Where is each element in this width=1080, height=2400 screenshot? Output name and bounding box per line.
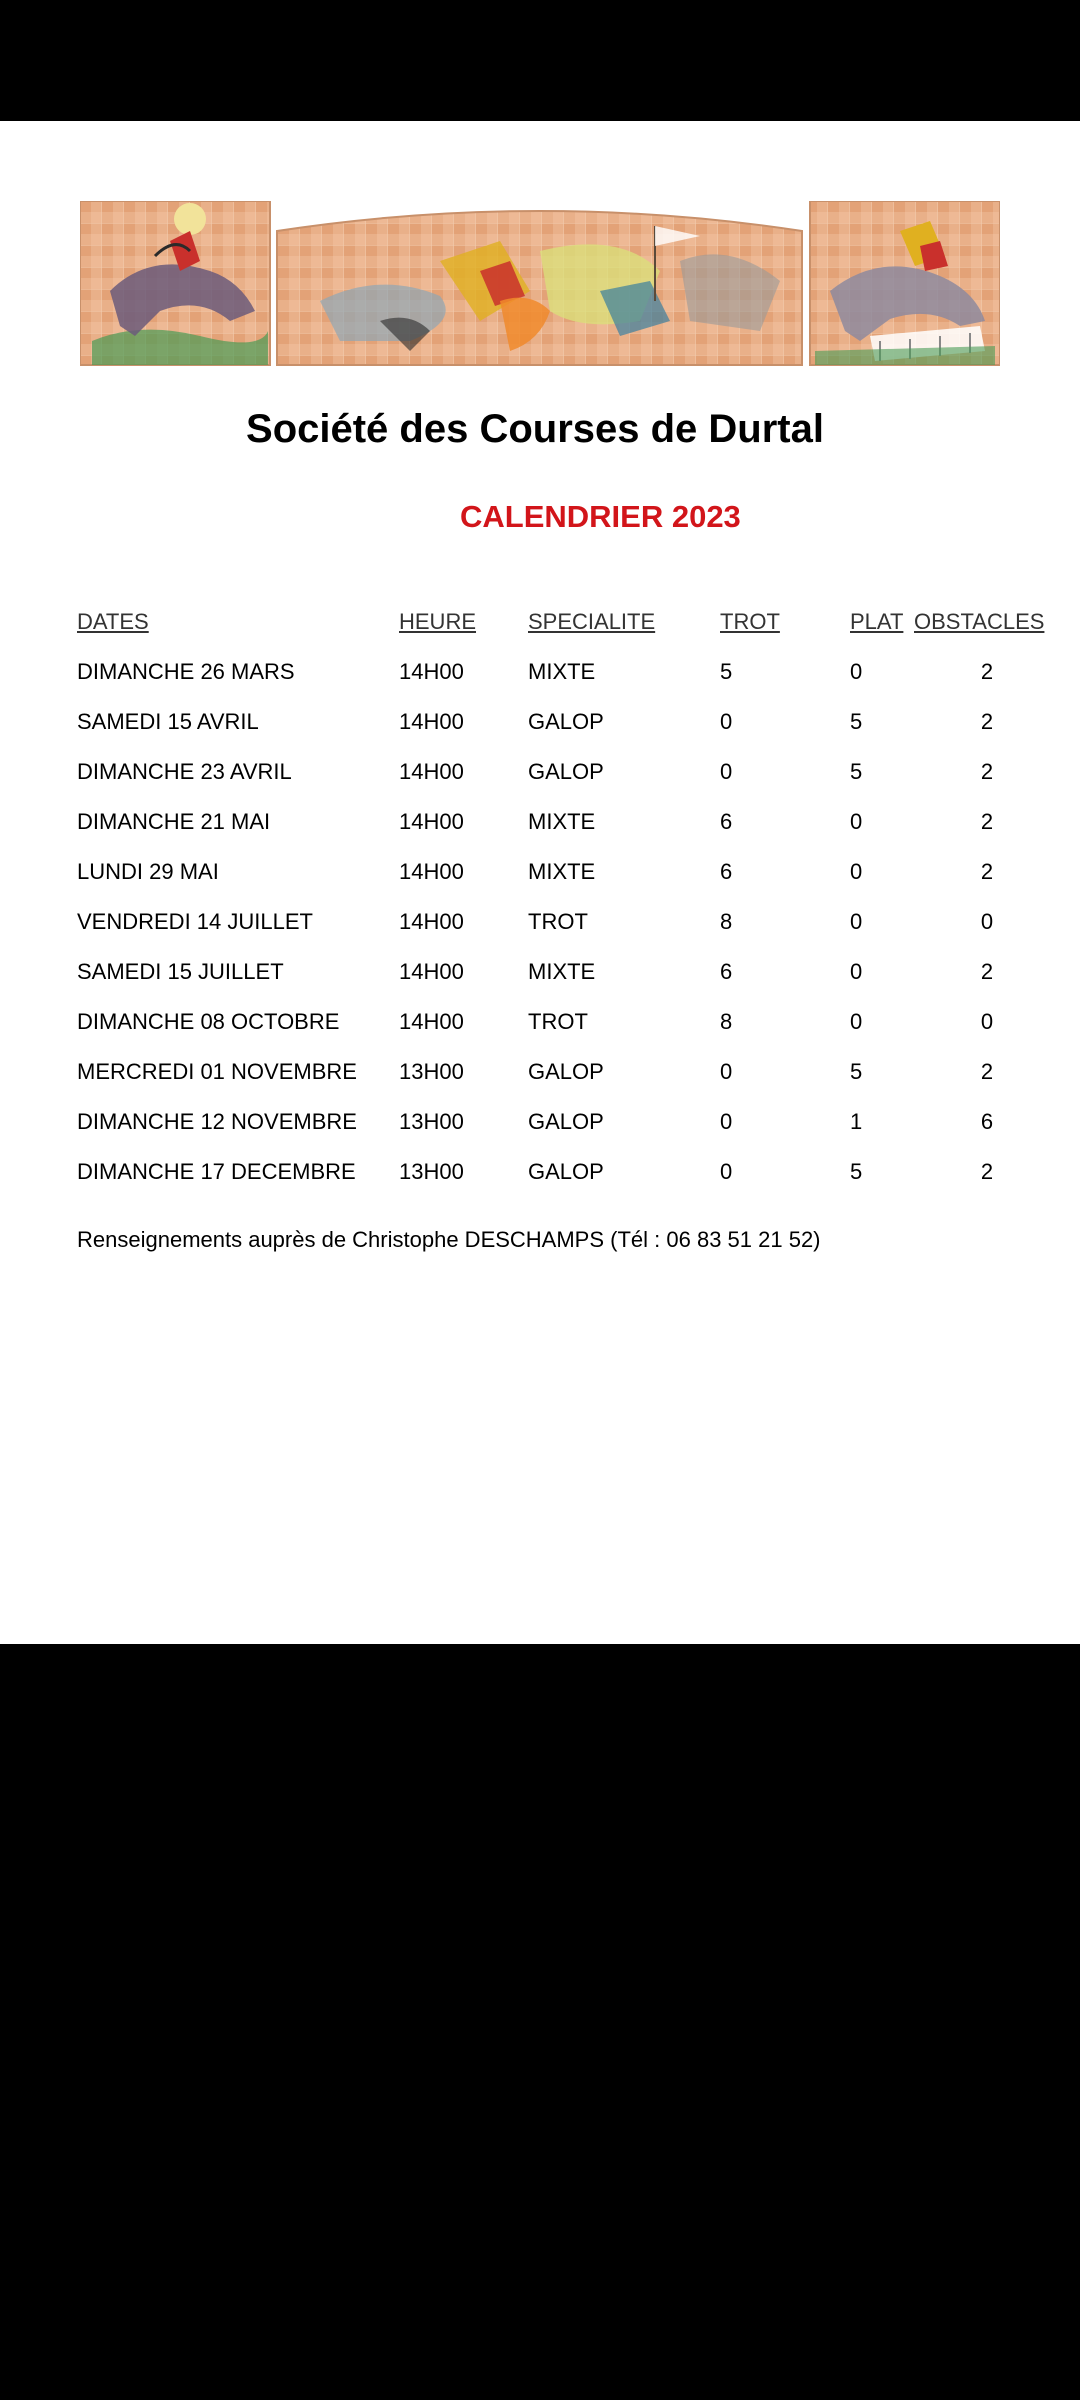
row-date: DIMANCHE 21 MAI — [77, 809, 271, 834]
row-specialite: GALOP — [528, 759, 604, 784]
row-heure: 14H00 — [399, 859, 464, 884]
row-heure: 13H00 — [399, 1159, 464, 1184]
row-plat: 0 — [850, 959, 863, 984]
row-trot: 0 — [720, 1059, 733, 1084]
table-header-row — [77, 597, 1057, 647]
row-heure: 14H00 — [399, 1009, 464, 1034]
row-specialite: TROT — [528, 909, 588, 934]
row-heure: 14H00 — [399, 959, 464, 984]
row-plat: 0 — [850, 1009, 863, 1034]
row-heure: 14H00 — [399, 709, 464, 734]
table-row — [77, 697, 1057, 747]
table-row — [77, 747, 1057, 797]
table-row — [77, 997, 1057, 1047]
row-plat: 0 — [850, 909, 863, 934]
row-plat: 5 — [850, 709, 863, 734]
row-obstacles: 2 — [980, 1059, 994, 1084]
row-trot: 6 — [720, 959, 733, 984]
row-trot: 8 — [720, 909, 733, 934]
table-row — [77, 797, 1057, 847]
row-trot: 5 — [720, 659, 733, 684]
contact-info: Renseignements auprès de Christophe DESCHAMPS (Tél : 06 83 51 21 52) — [77, 1227, 821, 1252]
row-heure: 14H00 — [399, 659, 464, 684]
row-date: DIMANCHE 08 OCTOBRE — [77, 1009, 340, 1034]
header-specialite: SPECIALITE — [528, 609, 656, 634]
row-date: LUNDI 29 MAI — [77, 859, 219, 884]
row-trot: 8 — [720, 1009, 733, 1034]
table-row — [77, 947, 1057, 997]
page-title: Société des Courses de Durtal — [246, 407, 824, 451]
row-specialite: MIXTE — [528, 809, 596, 834]
row-heure: 14H00 — [399, 759, 464, 784]
row-specialite: MIXTE — [528, 659, 596, 684]
table-row — [77, 847, 1057, 897]
row-plat: 0 — [850, 859, 863, 884]
row-date: DIMANCHE 12 NOVEMBRE — [77, 1109, 357, 1134]
row-trot: 6 — [720, 859, 733, 884]
row-trot: 0 — [720, 709, 733, 734]
row-obstacles: 2 — [980, 659, 994, 684]
row-obstacles: 2 — [980, 809, 994, 834]
race-calendar-table — [77, 597, 1057, 1197]
row-obstacles: 2 — [980, 759, 994, 784]
row-date: SAMEDI 15 AVRIL — [77, 709, 259, 734]
row-specialite: GALOP — [528, 1059, 604, 1084]
row-specialite: TROT — [528, 1009, 588, 1034]
row-date: VENDREDI 14 JUILLET — [77, 909, 313, 934]
header-dates: DATES — [77, 609, 149, 634]
row-obstacles: 6 — [980, 1109, 994, 1134]
banner-image — [80, 201, 1000, 367]
row-plat: 0 — [850, 809, 863, 834]
header-obstacles: OBSTACLES — [914, 609, 1045, 634]
row-obstacles: 2 — [980, 709, 994, 734]
row-plat: 0 — [850, 659, 863, 684]
calendar-subtitle: CALENDRIER 2023 — [460, 499, 741, 534]
row-obstacles: 2 — [980, 1159, 994, 1184]
table-row — [77, 1047, 1057, 1097]
document-page — [0, 121, 1080, 1644]
table-row — [77, 1147, 1057, 1197]
row-obstacles: 2 — [980, 859, 994, 884]
row-plat: 1 — [850, 1109, 863, 1134]
row-specialite: GALOP — [528, 709, 604, 734]
row-obstacles: 2 — [980, 959, 994, 984]
row-date: DIMANCHE 17 DECEMBRE — [77, 1159, 356, 1184]
row-trot: 0 — [720, 1109, 733, 1134]
row-specialite: GALOP — [528, 1159, 604, 1184]
row-trot: 6 — [720, 809, 733, 834]
horse-race-fresco — [80, 201, 1000, 367]
row-heure: 14H00 — [399, 909, 464, 934]
row-plat: 5 — [850, 1159, 863, 1184]
row-date: DIMANCHE 26 MARS — [77, 659, 295, 684]
row-date: SAMEDI 15 JUILLET — [77, 959, 284, 984]
table-row — [77, 647, 1057, 697]
row-specialite: MIXTE — [528, 859, 596, 884]
row-obstacles: 0 — [980, 909, 994, 934]
row-obstacles: 0 — [980, 1009, 994, 1034]
header-plat: PLAT — [850, 609, 904, 634]
row-heure: 14H00 — [399, 809, 464, 834]
header-trot: TROT — [720, 609, 780, 634]
row-heure: 13H00 — [399, 1059, 464, 1084]
row-specialite: MIXTE — [528, 959, 596, 984]
row-heure: 13H00 — [399, 1109, 464, 1134]
row-trot: 0 — [720, 1159, 733, 1184]
header-heure: HEURE — [399, 609, 477, 634]
table-row — [77, 1097, 1057, 1147]
row-plat: 5 — [850, 1059, 863, 1084]
row-date: DIMANCHE 23 AVRIL — [77, 759, 292, 784]
row-trot: 0 — [720, 759, 733, 784]
row-date: MERCREDI 01 NOVEMBRE — [77, 1059, 357, 1084]
row-specialite: GALOP — [528, 1109, 604, 1134]
table-row — [77, 897, 1057, 947]
table-body — [77, 647, 1057, 1197]
row-plat: 5 — [850, 759, 863, 784]
